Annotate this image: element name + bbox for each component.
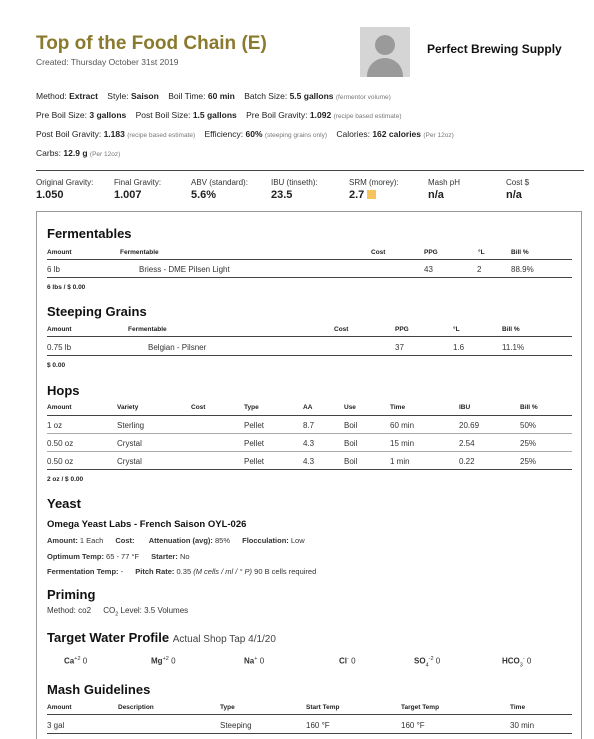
col-header: Cost [371, 249, 386, 256]
ion-value: 0 [435, 656, 441, 666]
post-boil-size-value: 1.5 gallons [192, 110, 237, 120]
col-header: Use [344, 404, 356, 411]
row-rule [47, 433, 572, 434]
batch-size-value: 5.5 gallons [289, 91, 334, 101]
table-cell: Boil [344, 457, 358, 466]
col-header: PPG [424, 249, 438, 256]
ion-value: 0 [171, 656, 176, 666]
table-cell: 30 min [510, 721, 535, 730]
table-cell: 2 [477, 265, 482, 274]
table-cell: 6 lb [47, 265, 60, 274]
header-rule [47, 259, 572, 260]
ion-hco3 [502, 656, 531, 668]
table-cell: 37 [395, 343, 404, 352]
col-header: Bill % [511, 249, 529, 256]
table-cell: 50% [520, 421, 537, 430]
row-rule [47, 451, 572, 452]
efficiency-note: (steeping grains only) [264, 132, 328, 139]
col-header: Cost [334, 326, 349, 333]
table-cell: 160 °F [306, 721, 330, 730]
ion-value: 0 [82, 656, 88, 666]
yeast-line-2 [47, 552, 190, 561]
stat-srm [349, 178, 399, 201]
priming-line [47, 606, 188, 618]
table-cell: 1 oz [47, 421, 63, 430]
steeping-total: $ 0.00 [47, 362, 66, 369]
header-rule [47, 714, 572, 715]
ion-subscript: 3 [519, 662, 523, 669]
table-cell: Briess - DME Pilsen Light [139, 265, 230, 274]
col-header: Target Temp [401, 704, 440, 711]
co2-level-text: Level: 3.5 Volumes [118, 606, 189, 615]
recipe-details-panel [36, 211, 582, 739]
yeast-starter: No [179, 552, 190, 561]
carbs-note: (Per 12oz) [89, 151, 121, 158]
yeast-pitch-rate-cells: 90 B cells required [254, 567, 317, 576]
yeast-flocculation-label: Flocculation: [242, 536, 289, 545]
batch-size-label: Batch Size: [244, 91, 288, 101]
table-cell: 0.50 oz [47, 439, 74, 448]
col-header: Bill % [520, 404, 538, 411]
batch-size-note: (fermentor volume) [335, 94, 391, 101]
col-header: Amount [47, 249, 72, 256]
yeast-amount-label: Amount: [47, 536, 78, 545]
ion-value: 0 [259, 656, 265, 666]
table-cell: 25% [520, 457, 537, 466]
yeast-ferm-temp: - [120, 567, 124, 576]
yeast-ferm-temp-label: Fermentation Temp: [47, 567, 119, 576]
header-rule [47, 336, 572, 337]
col-header: Type [244, 404, 259, 411]
meta-line-4 [36, 148, 120, 158]
col-header: °L [453, 326, 460, 333]
col-header: Start Temp [306, 704, 340, 711]
srm-value: 2.7 [349, 189, 365, 201]
avatar [360, 27, 410, 77]
table-cell: 43 [424, 265, 433, 274]
stat-label: Final Gravity: [114, 178, 162, 187]
carbs-label: Carbs: [36, 148, 62, 158]
fermentables-total: 6 lbs / $ 0.00 [47, 284, 86, 291]
ion-so4 [414, 656, 440, 668]
pre-boil-gravity-label: Pre Boil Gravity: [246, 110, 308, 120]
efficiency-label: Efficiency: [204, 129, 244, 139]
table-cell: Boil [344, 421, 358, 430]
ion-symbol: Cl [339, 656, 347, 666]
ion-cl [339, 656, 356, 666]
ion-charge: +2 [74, 656, 81, 662]
col-header: Time [390, 404, 406, 411]
calories-value: 162 calories [372, 129, 422, 139]
col-header: AA [303, 404, 313, 411]
post-boil-gravity-note: (recipe based estimate) [127, 132, 196, 139]
yeast-attenuation-label: Attenuation (avg): [148, 536, 213, 545]
col-header: °L [478, 249, 485, 256]
total-rule [47, 277, 572, 278]
total-rule [47, 469, 572, 470]
table-cell: Steeping [220, 721, 252, 730]
yeast-flocculation: Low [290, 536, 305, 545]
col-header: PPG [395, 326, 409, 333]
post-boil-size-label: Post Boil Size: [135, 110, 191, 120]
priming-title: Priming [47, 587, 96, 602]
stat-og [36, 178, 93, 201]
water-profile-title [47, 630, 276, 645]
yeast-optimum-temp-label: Optimum Temp: [47, 552, 104, 561]
meta-line-2 [36, 110, 401, 120]
ion-charge: - [522, 656, 525, 662]
table-cell: 2.54 [459, 439, 475, 448]
ion-charge: - [347, 656, 349, 662]
table-cell: 25% [520, 439, 537, 448]
stat-fg [114, 178, 161, 201]
stat-label: Original Gravity: [36, 178, 94, 187]
boil-time-label: Boil Time: [168, 91, 206, 101]
stat-label: Mash pH [428, 178, 461, 187]
table-cell: Pellet [244, 457, 265, 466]
table-cell: Belgian - Pilsner [148, 343, 207, 352]
yeast-pitch-rate-label: Pitch Rate: [135, 567, 175, 576]
table-cell: 11.1% [502, 343, 525, 352]
stat-abv [191, 178, 248, 201]
pre-boil-size-value: 3 gallons [89, 110, 127, 120]
yeast-line-3 [47, 567, 316, 576]
avatar-body-icon [367, 58, 403, 77]
divider [36, 170, 584, 171]
col-header: Bill % [502, 326, 520, 333]
priming-method: Method: co2 [47, 606, 92, 615]
table-cell: 160 °F [401, 721, 425, 730]
hops-total: 2 oz / $ 0.00 [47, 476, 84, 483]
row-rule [47, 733, 572, 734]
yeast-cost-label: Cost: [115, 536, 135, 545]
table-cell: Crystal [117, 457, 142, 466]
co2-prefix: CO [103, 606, 116, 615]
avatar-head-icon [375, 35, 395, 55]
stat-label: Cost $ [506, 178, 530, 187]
yeast-pitch-rate: 0.35 [176, 567, 192, 576]
boil-time-value: 60 min [207, 91, 235, 101]
efficiency-value: 60% [245, 129, 263, 139]
stat-value [349, 189, 399, 201]
yeast-optimum-temp: 65 - 77 °F [106, 552, 140, 561]
yeast-title: Yeast [47, 496, 81, 511]
col-header: Time [510, 704, 526, 711]
table-cell: 0.75 lb [47, 343, 72, 352]
pre-boil-gravity-value: 1.092 [309, 110, 332, 120]
col-header: Amount [47, 404, 72, 411]
ion-symbol: SO [414, 656, 426, 666]
ion-symbol: Na [244, 656, 255, 666]
table-cell: 60 min [390, 421, 415, 430]
calories-note: (Per 12oz) [423, 132, 454, 139]
yeast-attenuation: 85% [215, 536, 231, 545]
water-title-text: Target Water Profile [47, 630, 170, 645]
stat-value: n/a [506, 189, 522, 201]
table-cell: 0.50 oz [47, 457, 74, 466]
col-header: IBU [459, 404, 471, 411]
stat-cost [506, 178, 529, 201]
yeast-name: Omega Yeast Labs - French Saison OYL-026 [47, 519, 247, 530]
ion-symbol: Ca [64, 656, 75, 666]
stat-value: 5.6% [191, 189, 217, 201]
col-header: Type [220, 704, 235, 711]
ion-ca [64, 656, 87, 666]
style-label: Style: [107, 91, 129, 101]
table-cell: Boil [344, 439, 358, 448]
created-date: Created: Thursday October 31st 2019 [36, 57, 179, 67]
stat-label: IBU (tinseth): [271, 178, 318, 187]
table-cell: 88.9% [511, 265, 534, 274]
meta-line-1 [36, 91, 391, 101]
table-cell: 4.3 [303, 439, 315, 448]
col-header: Description [118, 704, 154, 711]
pre-boil-size-label: Pre Boil Size: [36, 110, 88, 120]
ion-subscript: 4 [425, 662, 429, 669]
col-header: Fermentable [128, 326, 167, 333]
water-profile-subtitle: Actual Shop Tap 4/1/20 [172, 634, 276, 645]
method-value: Extract [69, 91, 98, 101]
co2-subscript: 2 [115, 611, 119, 618]
fermentables-title: Fermentables [47, 226, 132, 241]
ion-charge: + [254, 656, 258, 662]
yeast-pitch-rate-units: (M cells / ml / ° P) [193, 567, 253, 576]
style-value: Saison [130, 91, 159, 101]
stat-mash-ph [428, 178, 460, 201]
stat-value: 1.050 [36, 189, 64, 201]
ion-value: 0 [526, 656, 532, 666]
ion-na [244, 656, 264, 666]
meta-line-3 [36, 129, 454, 139]
carbs-value: 12.9 g [63, 148, 88, 158]
table-cell: Sterling [117, 421, 145, 430]
ion-symbol: Mg [151, 656, 163, 666]
mash-guidelines-title: Mash Guidelines [47, 682, 151, 697]
stat-label: SRM (morey): [349, 178, 399, 187]
yeast-amount: 1 Each [79, 536, 104, 545]
col-header: Cost [191, 404, 206, 411]
stat-value: 23.5 [271, 189, 293, 201]
table-cell: 15 min [390, 439, 415, 448]
table-cell: Crystal [117, 439, 142, 448]
table-cell: Pellet [244, 439, 265, 448]
ion-value: 0 [351, 656, 356, 666]
pre-boil-gravity-note: (recipe based estimate) [333, 113, 402, 120]
stat-value: 1.007 [114, 189, 142, 201]
srm-color-swatch [367, 190, 376, 199]
header-rule [47, 415, 572, 416]
hops-title: Hops [47, 383, 80, 398]
steeping-grains-title: Steeping Grains [47, 304, 147, 319]
col-header: Amount [47, 326, 72, 333]
post-boil-gravity-label: Post Boil Gravity: [36, 129, 102, 139]
col-header: Amount [47, 704, 72, 711]
table-cell: 4.3 [303, 457, 315, 466]
recipe-title: Top of the Food Chain (E) [36, 33, 267, 54]
stat-value: n/a [428, 189, 444, 201]
ion-symbol: HCO [502, 656, 520, 666]
yeast-starter-label: Starter: [151, 552, 178, 561]
ion-charge: +2 [162, 656, 169, 662]
table-cell: 20.69 [459, 421, 480, 430]
calories-label: Calories: [336, 129, 370, 139]
method-label: Method: [36, 91, 67, 101]
priming-co2-level [103, 606, 189, 618]
post-boil-gravity-value: 1.183 [103, 129, 125, 139]
stat-ibu [271, 178, 318, 201]
table-cell: 0.22 [459, 457, 475, 466]
table-cell: 3 gal [47, 721, 65, 730]
yeast-line-1 [47, 536, 305, 545]
shop-name: Perfect Brewing Supply [427, 42, 562, 56]
table-cell: 1.6 [453, 343, 465, 352]
table-cell: Pellet [244, 421, 265, 430]
stat-label: ABV (standard): [191, 178, 248, 187]
col-header: Variety [117, 404, 139, 411]
col-header: Fermentable [120, 249, 159, 256]
table-cell: 1 min [390, 457, 410, 466]
total-rule [47, 355, 572, 356]
ion-mg [151, 656, 176, 666]
ion-charge: -2 [428, 656, 434, 662]
table-cell: 8.7 [303, 421, 315, 430]
